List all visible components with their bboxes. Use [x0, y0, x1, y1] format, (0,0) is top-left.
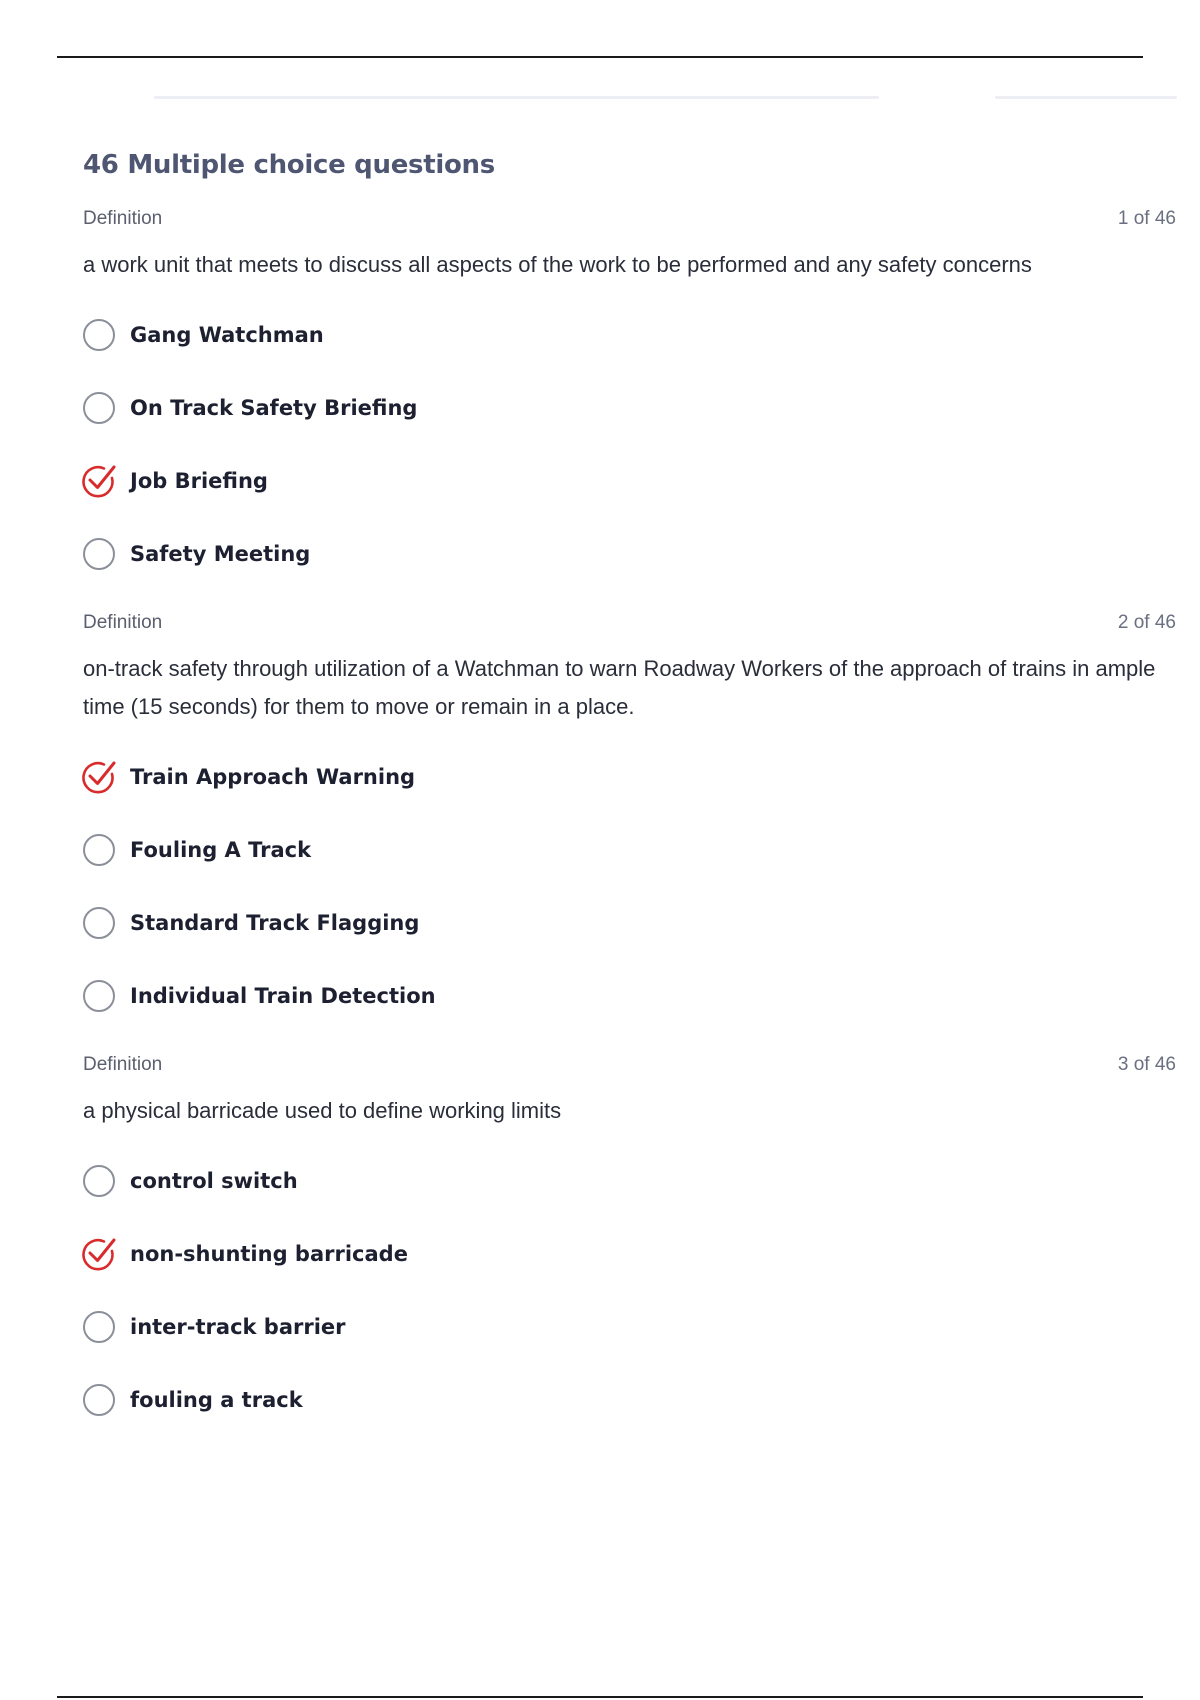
question-header	[83, 208, 1176, 230]
question-prompt: a work unit that meets to discuss all aspects of the work to be performed and any safety concerns	[83, 252, 1032, 277]
answer-option[interactable]	[83, 959, 1176, 1032]
answer-option-label: Individual Train Detection	[130, 983, 436, 1008]
radio-empty-icon[interactable]	[83, 834, 115, 866]
radio-empty-icon[interactable]	[83, 1384, 115, 1416]
radio-empty-icon[interactable]	[83, 980, 115, 1012]
question-prompt: on-track safety through utilization of a Watchman to warn Roadway Workers of the approach of trains in ample time (15 seconds) for them to move or remain in a place.	[83, 656, 1156, 719]
answer-option-label: Job Briefing	[130, 468, 268, 493]
answer-option[interactable]	[83, 444, 1176, 517]
check-circle-icon	[79, 461, 119, 501]
question-card	[83, 208, 1176, 590]
answer-option-label: inter-track barrier	[130, 1314, 346, 1339]
question-type-label: Definition	[83, 1054, 163, 1075]
answer-option[interactable]	[83, 813, 1176, 886]
answer-option[interactable]	[83, 517, 1176, 590]
answer-option-label: control switch	[130, 1168, 298, 1193]
answer-option[interactable]	[83, 740, 1176, 813]
question-list	[83, 208, 1176, 1436]
answer-option[interactable]	[83, 1144, 1176, 1217]
answer-option-label: Fouling A Track	[130, 837, 312, 862]
question-counter: 2 of 46	[1117, 612, 1176, 633]
question-card	[83, 1054, 1176, 1436]
answer-option[interactable]	[83, 1217, 1176, 1290]
answer-option[interactable]	[83, 886, 1176, 959]
answer-option[interactable]	[83, 1363, 1176, 1436]
radio-empty-icon[interactable]	[83, 538, 115, 570]
answer-option-label: fouling a track	[130, 1387, 303, 1412]
page-title: 46 Multiple choice questions	[83, 150, 495, 180]
answer-option[interactable]	[83, 298, 1176, 371]
faint-header-line	[995, 96, 1177, 99]
answer-option-label: Safety Meeting	[130, 541, 311, 566]
question-card	[83, 612, 1176, 1032]
answer-option-label: non-shunting barricade	[130, 1241, 408, 1266]
answer-option-label: Standard Track Flagging	[130, 910, 420, 935]
quiz-content	[83, 150, 1176, 1458]
question-header	[83, 612, 1176, 634]
radio-empty-icon[interactable]	[83, 319, 115, 351]
check-circle-icon	[79, 1234, 119, 1274]
radio-empty-icon[interactable]	[83, 907, 115, 939]
faint-header-line	[154, 96, 879, 99]
answer-option-label: Train Approach Warning	[130, 764, 416, 789]
radio-empty-icon[interactable]	[83, 1165, 115, 1197]
top-divider	[57, 56, 1143, 58]
question-header	[83, 1054, 1176, 1076]
answer-option[interactable]	[83, 371, 1176, 444]
question-prompt: a physical barricade used to define working limits	[83, 1098, 562, 1123]
question-type-label: Definition	[83, 612, 163, 633]
radio-empty-icon[interactable]	[83, 1311, 115, 1343]
question-type-label: Definition	[83, 208, 163, 229]
check-circle-icon	[79, 757, 119, 797]
question-counter: 1 of 46	[1117, 208, 1176, 229]
radio-empty-icon[interactable]	[83, 392, 115, 424]
answer-option[interactable]	[83, 1290, 1176, 1363]
answer-option-label: Gang Watchman	[130, 322, 324, 347]
bottom-divider	[57, 1696, 1143, 1698]
answer-option-label: On Track Safety Briefing	[130, 395, 418, 420]
question-counter: 3 of 46	[1117, 1054, 1176, 1075]
